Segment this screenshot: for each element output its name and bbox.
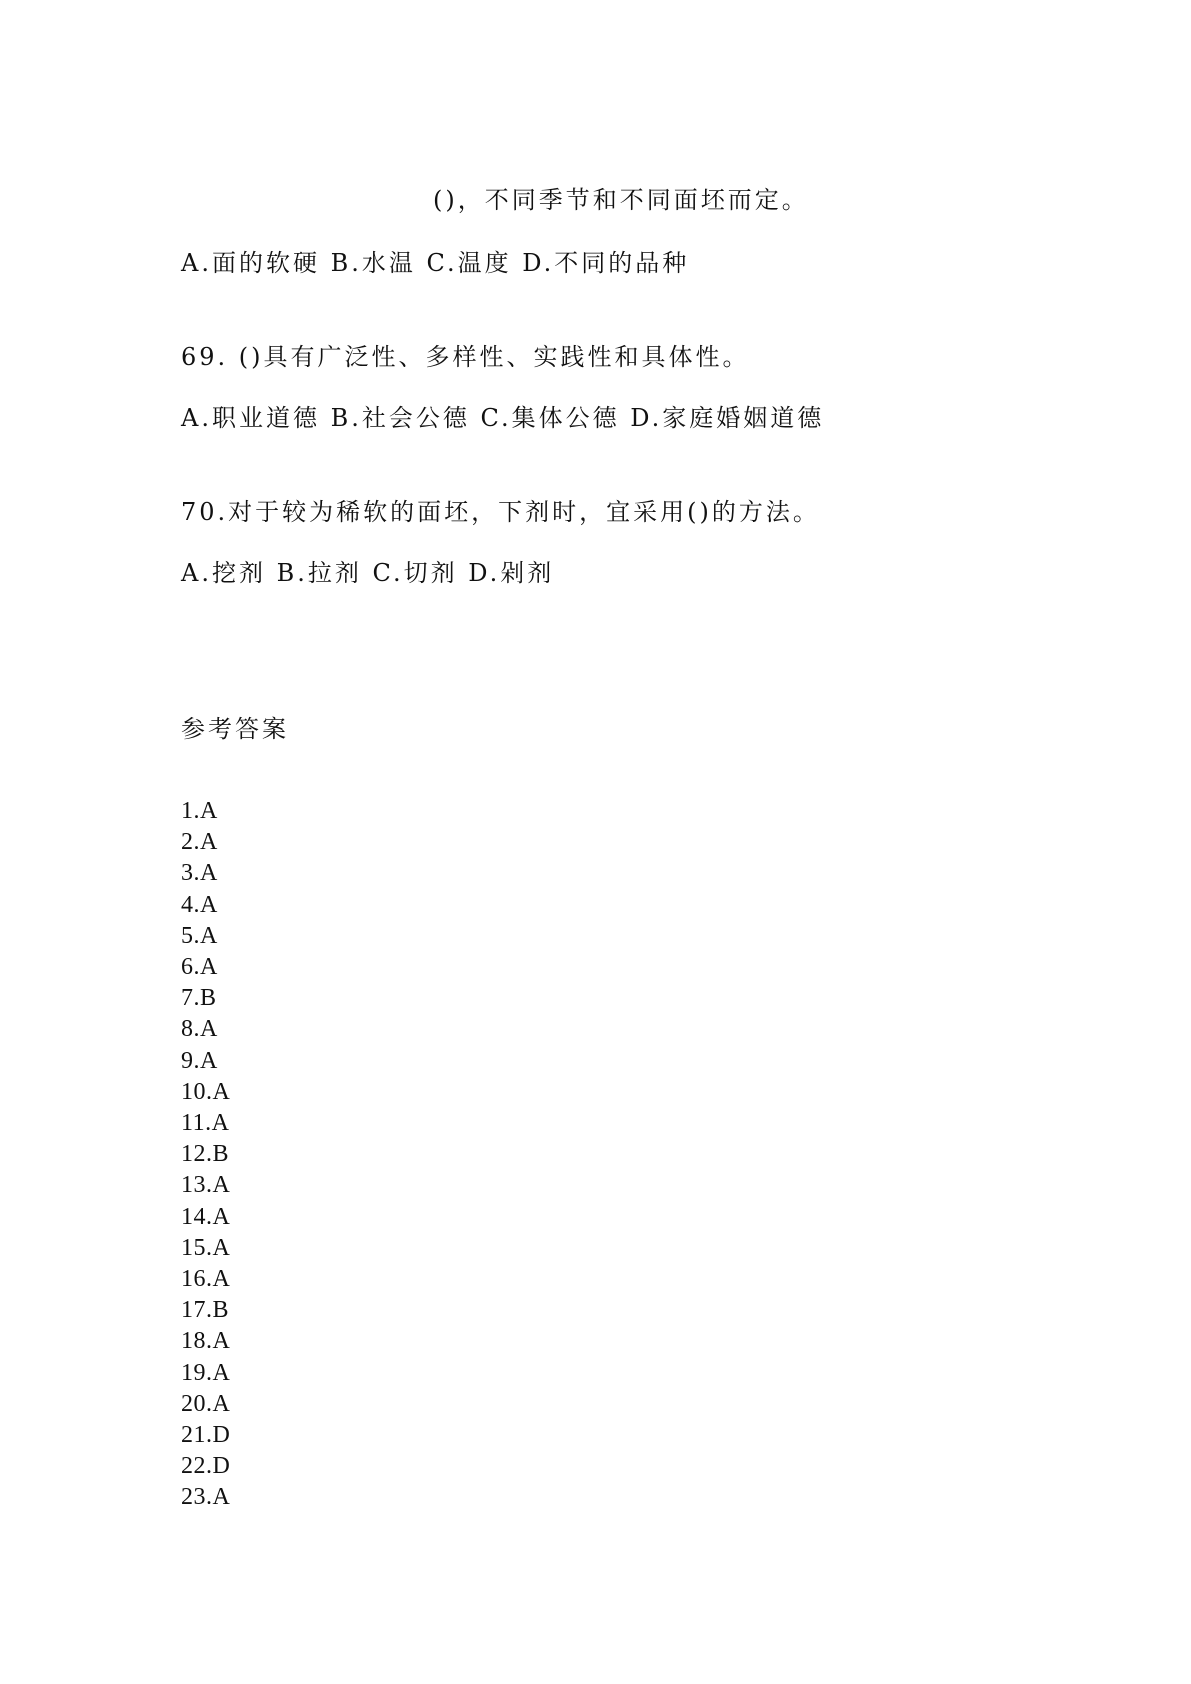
answer-item: 12.B [181,1141,230,1168]
question-69-options: A.职业道德 B.社会公德 C.集体公德 D.家庭婚姻道德 [181,404,825,432]
answer-item: 16.A [181,1266,231,1293]
answer-item: 1.A [181,798,218,824]
answer-item: 7.B [181,985,217,1012]
answer-item: 17.B [181,1297,230,1324]
question-68-stem: ()，不同季节和不同面坯而定。 [433,186,809,214]
answer-item: 19.A [181,1359,231,1386]
answer-item: 11.A [181,1110,230,1137]
answer-section-title: 参考答案 [181,715,289,743]
answer-item: 22.D [181,1453,231,1480]
answer-item: 23.A [181,1484,231,1511]
answer-item: 3.A [181,860,218,887]
answer-item: 15.A [181,1234,231,1261]
answer-item: 21.D [181,1422,231,1449]
question-70-stem: 70.对于较为稀软的面坯，下剂时，宜采用()的方法。 [181,498,820,526]
question-70-options: A.挖剂 B.拉剂 C.切剂 D.剁剂 [181,559,555,587]
answer-item: 9.A [181,1047,218,1074]
answer-item: 13.A [181,1172,231,1199]
answer-item: 10.A [181,1078,231,1105]
answer-item: 18.A [181,1328,231,1355]
answer-item: 8.A [181,1016,218,1043]
answer-item: 2.A [181,829,218,856]
answer-item: 20.A [181,1390,231,1417]
answer-item: 6.A [181,954,218,981]
answer-list [181,796,230,1514]
answer-item: 4.A [181,891,218,918]
answer-item: 14.A [181,1203,231,1230]
answer-item: 5.A [181,922,218,949]
question-69-stem: 69. ()具有广泛性、多样性、实践性和具体性。 [181,343,750,371]
question-68-options: A.面的软硬 B.水温 C.温度 D.不同的品种 [181,249,690,277]
